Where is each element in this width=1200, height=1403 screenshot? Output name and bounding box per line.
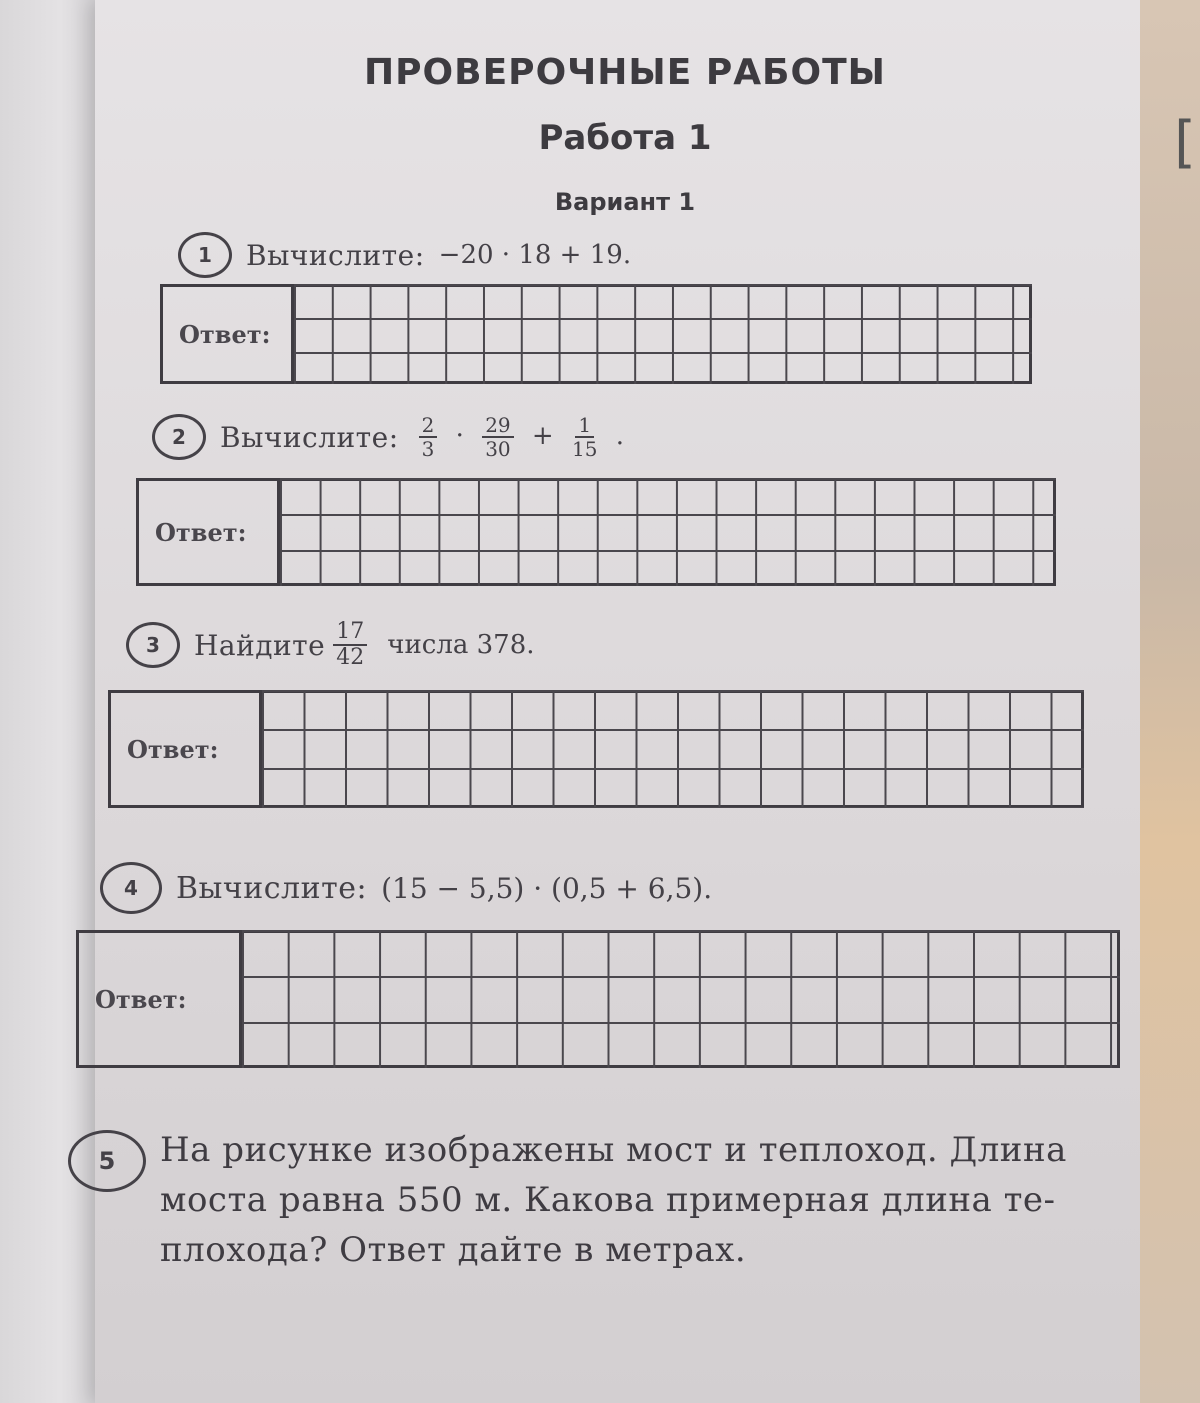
answer-box-4 (76, 930, 1120, 1068)
task-number: 2 (152, 414, 206, 460)
task-number: 3 (126, 622, 180, 668)
answer-grid-3[interactable] (259, 690, 1084, 808)
task-5-line-2: моста равна 550 м. Какова примерная длина те- (160, 1180, 1056, 1220)
task-text: Вычислите: (246, 238, 425, 272)
answer-label: Ответ: (155, 517, 247, 547)
task-expression: −20 · 18 + 19. (438, 240, 632, 270)
fraction-2: $\frac{29}{30}$ (482, 414, 513, 460)
task-3 (126, 620, 535, 670)
answer-box-3 (108, 690, 1084, 808)
task-text: Вычислите: (220, 420, 399, 454)
task-5-text (160, 1125, 1150, 1275)
answer-label: Ответ: (95, 984, 187, 1014)
work-title: Работа 1 (538, 118, 712, 158)
task-text: Вычислите: (176, 870, 368, 906)
task-number: 4 (100, 862, 162, 914)
task-text: Найдите (194, 628, 326, 662)
answer-grid-4[interactable] (239, 930, 1120, 1068)
fraction-1: $\frac{2}{3}$ (419, 414, 438, 460)
bracket-glyph: [ (1174, 110, 1196, 175)
task-4 (100, 862, 712, 914)
main-title: ПРОВЕРОЧНЫЕ РАБОТЫ (364, 52, 886, 93)
task-2 (152, 414, 628, 460)
answer-grid-1[interactable] (291, 284, 1032, 384)
answer-label: Ответ: (127, 734, 219, 764)
variant-title: Вариант 1 (554, 188, 696, 216)
task-1 (178, 232, 631, 278)
task-number: 1 (178, 232, 232, 278)
task-expression: $\frac{2}{3}$ · $\frac{29}{30}$ + $\frac{1}{15}$ . (413, 414, 628, 460)
answer-label: Ответ: (179, 319, 271, 349)
answer-box-1 (160, 284, 1032, 384)
answer-box-2 (136, 478, 1056, 586)
task-5-line-3: плохода? Ответ дайте в метрах. (160, 1230, 747, 1270)
answer-grid-2[interactable] (277, 478, 1056, 586)
fraction-3: $\frac{1}{15}$ (571, 413, 598, 461)
fraction: $\frac{17}{42}$ (333, 620, 367, 670)
task-5-number: 5 (68, 1130, 146, 1192)
task-expression: (15 − 5,5) · (0,5 + 6,5). (381, 871, 713, 905)
task-5-line-1: На рисунке изображены мост и теплоход. Длина (160, 1130, 1067, 1170)
task-expression: числа 378. (387, 630, 535, 661)
